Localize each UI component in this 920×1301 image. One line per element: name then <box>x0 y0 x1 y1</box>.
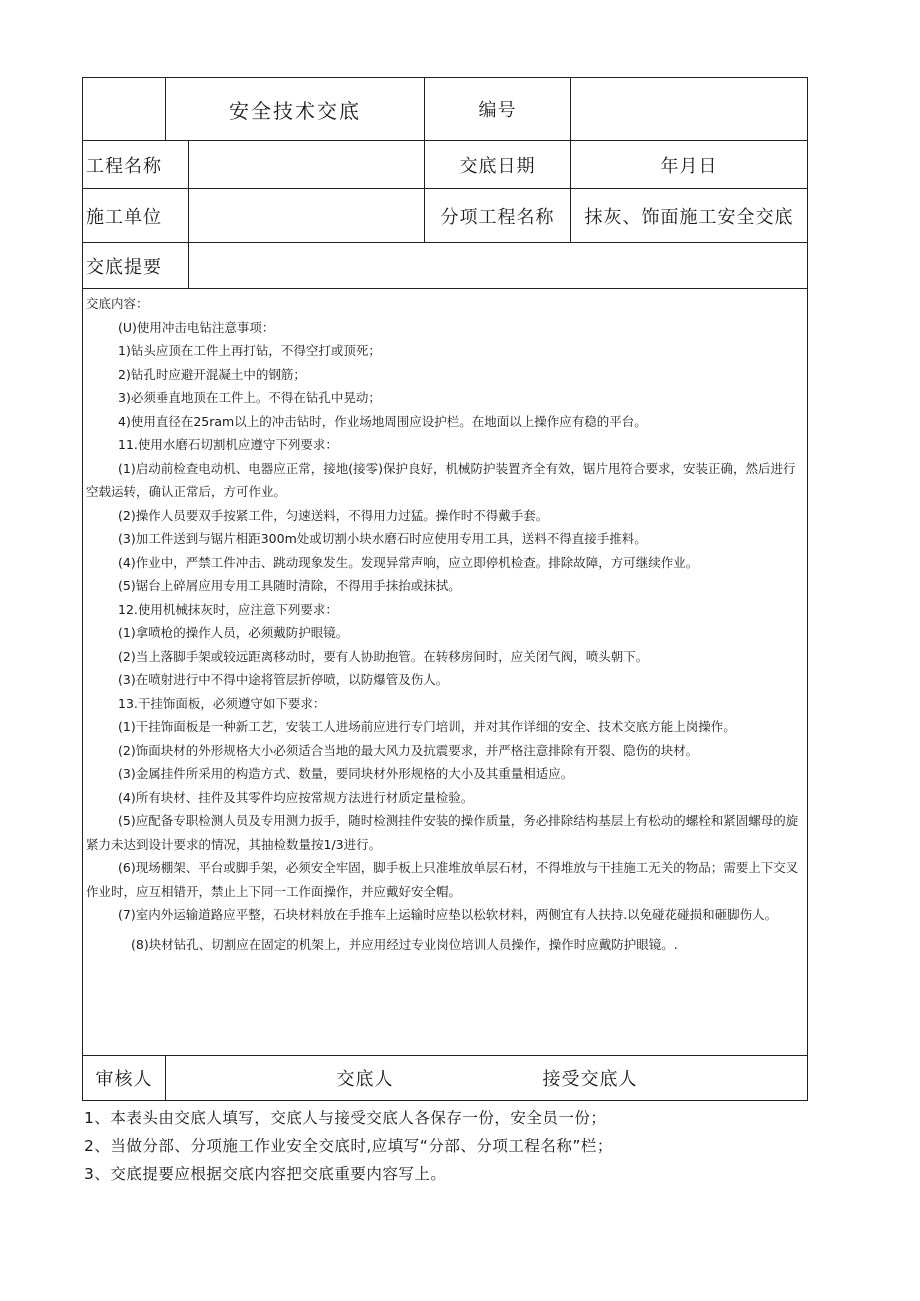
summary-field[interactable] <box>190 243 806 288</box>
disclosure-content <box>86 292 801 956</box>
content-line: (3)加工件送到与锯片相距300m处或切割小块水磨石时应使用专用工具，送料不得直接手推料。 <box>118 531 647 546</box>
content-line: (2)饰面块材的外形规格大小必须适合当地的最大风力及抗震要求，并严格注意排除有开裂、隐伤的块材。 <box>118 742 699 758</box>
rule-footer <box>165 1055 166 1101</box>
project-name-field[interactable] <box>190 141 424 188</box>
rule-bottom <box>82 1100 808 1101</box>
form-notes <box>84 1104 613 1188</box>
content-heading: 交底内容： <box>86 296 149 311</box>
subproject-field[interactable]: 抹灰、饰面施工安全交底 <box>584 206 794 228</box>
content-line: 12.使用机械抹灰时，应注意下列要求： <box>118 601 338 617</box>
content-line: 2)钻孔时应避开混凝土中的钢筋； <box>118 366 306 382</box>
subproject-label: 分项工程名称 <box>440 206 555 228</box>
content-line: 3)必须垂直地顶在工件上。不得在钻孔中晃动； <box>118 390 381 405</box>
content-line: (3)金属挂件所采用的构造方式、数量，要同块材外形规格的大小及其重量相适应。 <box>118 766 574 781</box>
content-line: 4)使用直径在25ram以上的冲击钻时，作业场地周围应设护栏。在地面以上操作应有稳的平台。 <box>118 413 647 429</box>
note-item: 3、交底提要应根据交底内容把交底重要内容写上。 <box>84 1165 447 1183</box>
project-name-label: 工程名称 <box>86 155 162 177</box>
rule-row4 <box>82 288 808 289</box>
unit-field[interactable] <box>190 189 424 242</box>
number-field[interactable] <box>571 78 807 140</box>
note-item: 2、当做分部、分项施工作业安全交底时,应填写“分部、分项工程名称”栏； <box>84 1137 613 1155</box>
content-line: 13.干挂饰面板，必须遵守如下要求： <box>118 695 326 711</box>
content-line: (7)室内外运输道路应平整，石块材料放在手推车上运输时应垫以松软材料，两侧宜有人扶持.以免碰花碰损和砸脚伤人。 <box>118 907 778 922</box>
discloser-label: 交底人 <box>336 1069 394 1090</box>
content-line: (1)启动前检查电动机、电器应正常，接地(接零)保护良好，机械防护装置齐全有效，锯片甩符合要求，安装正确，然后进行空载运转，确认正常后，方可作业。 <box>86 460 796 499</box>
rule-info-label <box>188 140 189 289</box>
content-line: (6)现场棚架、平台或脚手架，必须安全牢固，脚手板上只准堆放单层石材，不得堆放与干挂施工无关的物品；需要上下交叉作业时，应互相错开，禁止上下同一工作面操作，并应戴好安全帽。 <box>86 860 799 899</box>
content-line: (4)作业中，严禁工件冲击、跳动现象发生。发现异常声响，应立即停机检查。排除故障，方可继续作业。 <box>118 554 699 570</box>
page-title: 安全技术交底 <box>229 98 361 123</box>
content-line: (1)干挂饰面板是一种新工艺，安装工人进场前应进行专门培训，并对其作详细的安全、技术交底方能上岗操作。 <box>118 719 736 734</box>
content-line: 11.使用水磨石切割机应遵守下列要求： <box>118 437 338 452</box>
rule-row5 <box>82 1055 808 1056</box>
receiver-label: 接受交底人 <box>542 1069 638 1090</box>
content-line: (8)块材钻孔、切割应在固定的机架上，并应用经过专业岗位培训人员操作，操作时应戴防护眼镜。. <box>131 936 678 952</box>
reviewer-label: 审核人 <box>95 1069 153 1090</box>
content-line: (U)使用冲击电钻注意事项： <box>118 319 275 335</box>
unit-label: 施工单位 <box>86 206 162 228</box>
number-label: 编号 <box>478 100 517 121</box>
date-label: 交底日期 <box>459 155 536 177</box>
content-line: (3)在喷射进行中不得中途将管层折停喷，以防爆管及伤人。 <box>118 672 449 687</box>
rule-right <box>807 77 808 1101</box>
content-line: (1)拿喷枪的操作人员，必须戴防护眼镜。 <box>118 625 349 640</box>
content-line: (5)锯台上碎屑应用专用工具随时清除，不得用手抹抬或抹拭。 <box>118 578 461 593</box>
note-item: 1、本表头由交底人填写，交底人与接受交底人各保存一份，安全员一份； <box>84 1109 607 1127</box>
content-line: (2)操作人员要双手按紧工件，匀速送料，不得用力过猛。操作时不得戴手套。 <box>118 507 549 523</box>
content-line: (5)应配备专职检测人员及专用测力扳手，随时检测挂件安装的操作质量，务必排除结构基层上有松动的螺栓和紧固螺母的旋紧力未达到设计要求的情况，其抽检数量按1/3进行。 <box>86 813 799 852</box>
content-line: (2)当上落脚手架或较远距离移动时，要有人协助抱管。在转移房间时，应关闭气阀，喷头朝下。 <box>118 648 649 664</box>
rule-left <box>82 77 83 1101</box>
content-line: 1)钻头应顶在工件上再打钻，不得空打或顶死； <box>118 343 381 358</box>
content-line: (4)所有块材、挂件及其零件均应按常规方法进行材质定量检验。 <box>118 789 474 805</box>
summary-label: 交底提要 <box>86 256 162 278</box>
date-field[interactable]: 年月日 <box>660 155 718 177</box>
